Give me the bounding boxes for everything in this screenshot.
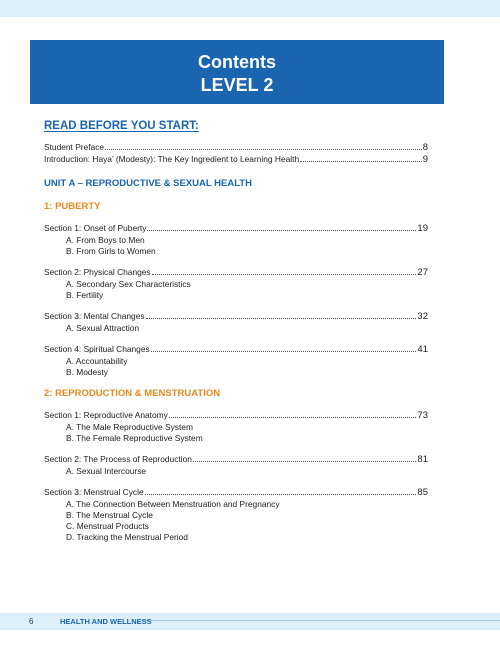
footer-divider [141,620,500,621]
dot-leader [146,312,417,319]
toc-entry[interactable] [44,142,428,153]
toc-entry[interactable] [44,223,428,234]
toc-subentry: B. The Female Reproductive System [66,433,203,443]
toc-entry[interactable] [44,267,428,278]
toc-subentry: A. Secondary Sex Characteristics [66,279,191,289]
dot-leader [151,345,417,352]
toc-entry-label: Section 2: The Process of Reproduction [44,454,192,464]
toc-subentry: A. Sexual Intercourse [66,466,147,476]
toc-subentry: B. From Girls to Women [66,246,156,256]
toc-entry-label: Section 1: Onset of Puberty [44,223,147,233]
chapter-heading-puberty: 1: PUBERTY [44,201,101,212]
toc-entry[interactable] [44,154,428,165]
toc-subentry: C. Menstrual Products [66,521,149,531]
toc-subentry: B. Modesty [66,367,108,377]
toc-subentry: D. Tracking the Menstrual Period [66,532,188,542]
toc-entry-label: Section 3: Menstrual Cycle [44,487,144,497]
page-number: 6 [29,617,34,626]
dot-leader [152,268,417,275]
toc-entry-page: 27 [417,267,428,278]
toc-entry[interactable] [44,344,428,355]
chapter-heading-reproduction: 2: REPRODUCTION & MENSTRUATION [44,388,221,399]
toc-entry[interactable] [44,487,428,498]
toc-entry[interactable] [44,410,428,421]
unit-heading: UNIT A – REPRODUCTIVE & SEXUAL HEALTH [44,178,252,189]
top-color-strip [0,0,500,17]
toc-entry-page: 19 [417,223,428,234]
toc-subentry: B. The Menstrual Cycle [66,510,153,520]
read-before-heading: READ BEFORE YOU START: [44,120,199,132]
toc-entry-page: 85 [417,487,428,498]
toc-entry-label: Student Preface [44,142,105,152]
dot-leader [105,143,422,150]
dot-leader [193,455,417,462]
toc-entry-page: 9 [422,154,428,165]
toc-subentry: A. The Male Reproductive System [66,422,193,432]
dot-leader [169,411,417,418]
contents-header [30,40,444,104]
toc-subentry: A. The Connection Between Menstruation and Pregnancy [66,499,280,509]
toc-entry-label: Introduction: Haya’ (Modesty): The Key Ingredient to Learning Health [44,154,300,164]
toc-entry-page: 73 [417,410,428,421]
toc-entry-page: 32 [417,311,428,322]
header-title: Contents [198,52,276,72]
toc-entry-label: Section 1: Reproductive Anatomy [44,410,168,420]
footer-label: HEALTH AND WELLNESS [60,617,152,626]
dot-leader [300,155,422,162]
toc-entry[interactable] [44,454,428,465]
toc-entry-page: 41 [417,344,428,355]
toc-subentry: A. Accountability [66,356,128,366]
toc-subentry: A. Sexual Attraction [66,323,140,333]
toc-entry-page: 81 [417,454,428,465]
toc-entry-label: Section 2: Physical Changes [44,267,151,277]
dot-leader [147,224,416,231]
toc-entry[interactable] [44,311,428,322]
toc-subentry: B. Fertility [66,290,104,300]
toc-subentry: A. From Boys to Men [66,235,145,245]
toc-entry-label: Section 3: Mental Changes [44,311,145,321]
toc-entry-label: Section 4: Spiritual Changes [44,344,150,354]
toc-entry-page: 8 [422,142,428,153]
header-subtitle: LEVEL 2 [200,75,274,95]
dot-leader [145,488,417,495]
